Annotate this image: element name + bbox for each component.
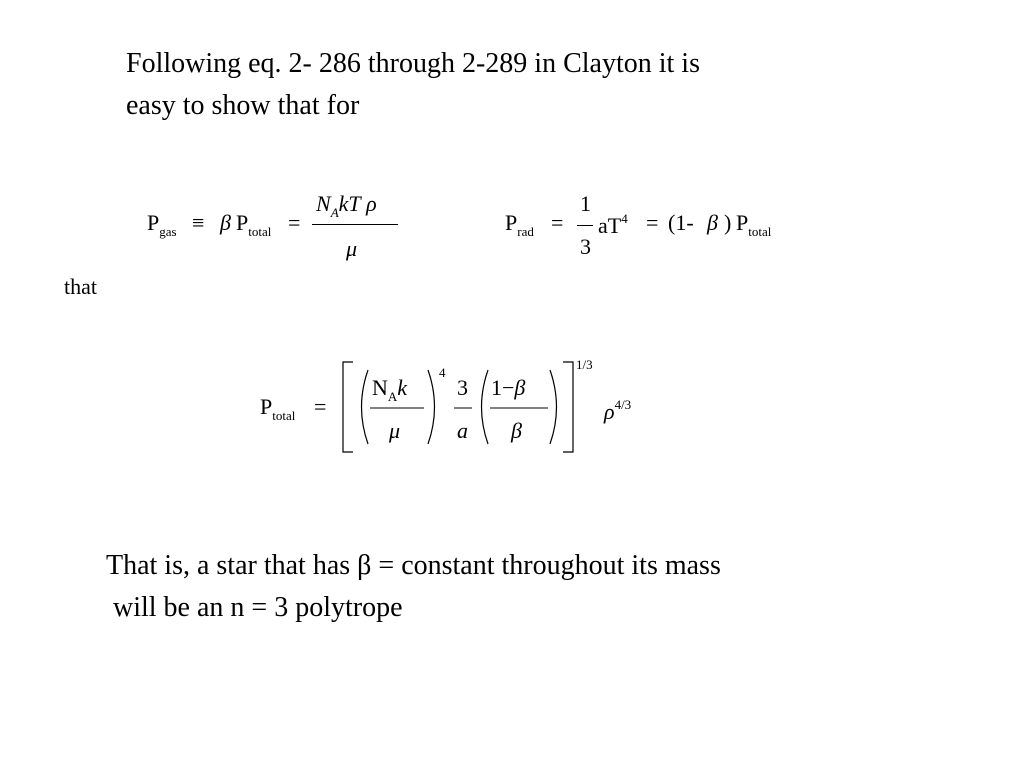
eq3-frac-num-3: 3 xyxy=(457,375,468,400)
eq2-frac-num: 1 xyxy=(580,191,591,216)
eq1-lhs: $P_{gas}$ xyxy=(147,210,177,239)
eq1-beta: β xyxy=(220,210,231,235)
intro-line-2: easy to show that for xyxy=(126,90,360,121)
eq2-equals-2: = xyxy=(646,210,659,235)
eq2-frac-den: 3 xyxy=(580,234,591,259)
eq2-close-paren: ) xyxy=(724,210,732,235)
eq1-equiv: ≡ xyxy=(192,210,205,235)
eq1-ptotal: $P_{total}$ xyxy=(236,210,272,239)
eq3-den-beta: β xyxy=(511,418,522,443)
eq1-numerator: $N_AkT$ ρ xyxy=(316,191,377,220)
eq3-frac-den-a: a xyxy=(457,418,468,443)
that-label: that xyxy=(64,274,97,299)
intro-line-1: Following eq. 2- 286 through 2-289 in Clayton it is xyxy=(126,48,700,79)
eq1-equals: = xyxy=(288,210,301,235)
eq3-den-mu: μ xyxy=(389,418,401,443)
eq2-lhs: $P_{rad}$ xyxy=(505,210,534,239)
eq2-beta: β xyxy=(707,210,718,235)
eq2-equals: = xyxy=(551,210,564,235)
eq3-bracket-power: 1/3 xyxy=(576,357,593,372)
eq3-num-one-minus-beta: 1−β xyxy=(491,375,526,400)
eq1-denominator: μ xyxy=(346,236,358,261)
eq3-rho-term: $\rho^{4/3}$ xyxy=(604,397,632,424)
eq3-equals: = xyxy=(314,394,327,419)
eq3-num-nak: $N_Ak$ xyxy=(372,375,408,404)
eq2-one-minus: (1- xyxy=(668,210,694,235)
eq3-paren-power: 4 xyxy=(439,365,446,380)
conclusion-line-2: will be an n = 3 polytrope xyxy=(106,592,403,623)
conclusion-line-1: That is, a star that has β = constant throughout its mass xyxy=(106,550,721,581)
eq2-ptotal: $P_{total}$ xyxy=(736,210,772,239)
eq2-aT: $aT^4$ xyxy=(598,211,628,238)
eq3-lhs: $P_{total}$ xyxy=(260,394,296,423)
